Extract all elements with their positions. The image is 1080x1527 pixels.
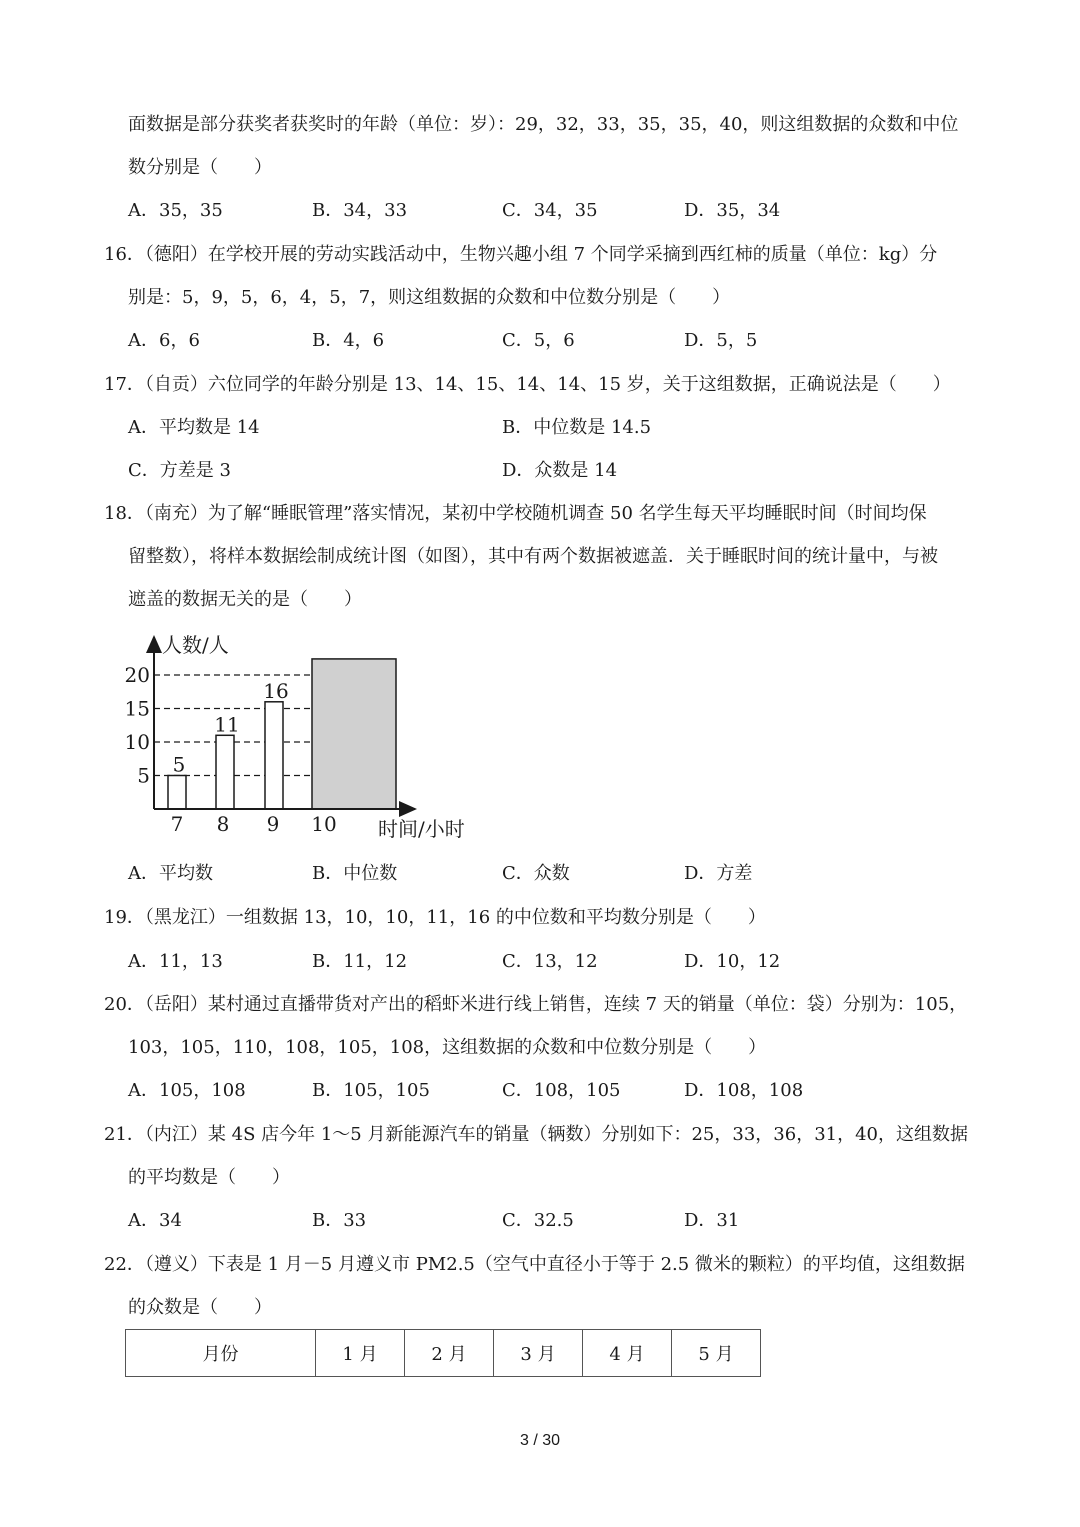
- table-row: [126, 1330, 761, 1377]
- q22-line1: 22．（遵义）下表是 1 月－5 月遵义市 PM2.5（空气中直径小于等于 2.5 微米的颗粒）的平均值，这组数据: [104, 1254, 965, 1275]
- q15-option-c: C．34，35: [502, 200, 598, 221]
- q18-option-d: D．方差: [684, 863, 753, 884]
- q21-option-b: B．33: [312, 1210, 367, 1231]
- q22-line2: 的众数是（ ）: [128, 1297, 272, 1318]
- q16-option-a: A．6，6: [128, 330, 200, 351]
- x-axis-label: 时间/小时: [378, 817, 465, 841]
- q18-option-a: A．平均数: [128, 863, 213, 884]
- data-label: 16: [263, 678, 289, 703]
- y-tick-label: 15: [124, 696, 150, 721]
- y-tick-label: 20: [124, 663, 150, 687]
- y-axis-label: 人数/人: [162, 633, 229, 657]
- pm25-table: [125, 1329, 761, 1377]
- q15-line1: 面数据是部分获奖者获奖时的年龄（单位：岁）：29，32，33，35，35，40，则这组数据的众数和中位: [128, 114, 959, 135]
- q15-option-b: B．34，33: [312, 200, 408, 221]
- q21-option-a: A．34: [128, 1210, 182, 1231]
- q15-option-d: D．35，34: [684, 200, 781, 221]
- q16-option-c: C．5，6: [502, 330, 575, 351]
- q20-option-c: C．108，105: [502, 1080, 621, 1101]
- q16-option-b: B．4，6: [312, 330, 385, 351]
- table-header-cell: 4 月: [583, 1330, 672, 1377]
- q17-option-d: D．众数是 14: [502, 460, 618, 481]
- q18-line3: 遮盖的数据无关的是（ ）: [128, 589, 362, 610]
- q16-option-d: D．5，5: [684, 330, 758, 351]
- q20-line1: 20．（岳阳）某村通过直播带货对产出的稻虾米进行线上销售，连续 7 天的销量（单位：袋）分别为：105，: [104, 994, 968, 1015]
- page-number: 3 / 30: [519, 1432, 561, 1449]
- q16-line2: 别是：5，9，5，6，4，5，7，则这组数据的众数和中位数分别是（ ）: [128, 287, 731, 308]
- q18-option-b: B．中位数: [312, 863, 398, 884]
- q17-option-c: C．方差是 3: [128, 460, 231, 481]
- table-header-cell: 月份: [126, 1330, 316, 1377]
- x-tick-label: 8: [216, 812, 230, 836]
- q15-option-a: A．35，35: [128, 200, 223, 221]
- q19-option-a: A．11，13: [128, 951, 223, 972]
- bar: [216, 735, 234, 809]
- q21-option-c: C．32.5: [502, 1210, 574, 1231]
- bar: [265, 702, 283, 809]
- q19-option-d: D．10，12: [684, 951, 781, 972]
- table-header-cell: 2 月: [405, 1330, 494, 1377]
- covered-bar: [312, 659, 396, 809]
- q18-line2: 留整数），将样本数据绘制成统计图（如图），其中有两个数据被遮盖．关于睡眠时间的统计量中，与被: [128, 546, 938, 567]
- x-tick-label: 10: [311, 812, 337, 836]
- q17-line1: 17．（自贡）六位同学的年龄分别是 13、14、15、14、14、15 岁，关于这组数据，正确说法是（ ）: [104, 374, 951, 395]
- table-header-cell: 3 月: [494, 1330, 583, 1377]
- q16-line1: 16．（德阳）在学校开展的劳动实践活动中，生物兴趣小组 7 个同学采摘到西红柿的质量（单位：kg）分: [104, 244, 938, 265]
- q20-line2: 103，105，110，108，105，108，这组数据的众数和中位数分别是（ ）: [128, 1037, 767, 1058]
- x-tick-label: 9: [266, 812, 280, 836]
- q17-option-b: B．中位数是 14.5: [502, 417, 652, 438]
- data-label: 5: [172, 752, 186, 777]
- y-tick-label: 10: [124, 730, 150, 754]
- q21-option-d: D．31: [684, 1210, 740, 1231]
- sleep-time-bar-chart: [120, 625, 490, 850]
- q21-line1: 21．（内江）某 4S 店今年 1～5 月新能源汽车的销量（辆数）分别如下：25，33，36，31，40，这组数据: [104, 1124, 968, 1145]
- bar: [168, 776, 186, 810]
- q19-option-b: B．11，12: [312, 951, 408, 972]
- q18-line1: 18．（南充）为了解“睡眠管理”落实情况，某初中学校随机调查 50 名学生每天平均睡眠时间（时间均保: [104, 503, 927, 524]
- q19-option-c: C．13，12: [502, 951, 598, 972]
- y-tick-label: 5: [137, 763, 150, 788]
- q20-option-d: D．108，108: [684, 1080, 804, 1101]
- x-tick-label: 7: [170, 812, 184, 836]
- table-header-cell: 1 月: [316, 1330, 405, 1377]
- q17-option-a: A．平均数是 14: [128, 417, 260, 438]
- q21-line2: 的平均数是（ ）: [128, 1167, 290, 1188]
- table-header-cell: 5 月: [672, 1330, 761, 1377]
- q15-line2: 数分别是（ ）: [128, 157, 272, 178]
- q19-line1: 19．（黑龙江）一组数据 13，10，10，11，16 的中位数和平均数分别是（ ）: [104, 907, 766, 928]
- q18-option-c: C．众数: [502, 863, 570, 884]
- q20-option-b: B．105，105: [312, 1080, 430, 1101]
- q20-option-a: A．105，108: [128, 1080, 246, 1101]
- data-label: 11: [214, 712, 240, 737]
